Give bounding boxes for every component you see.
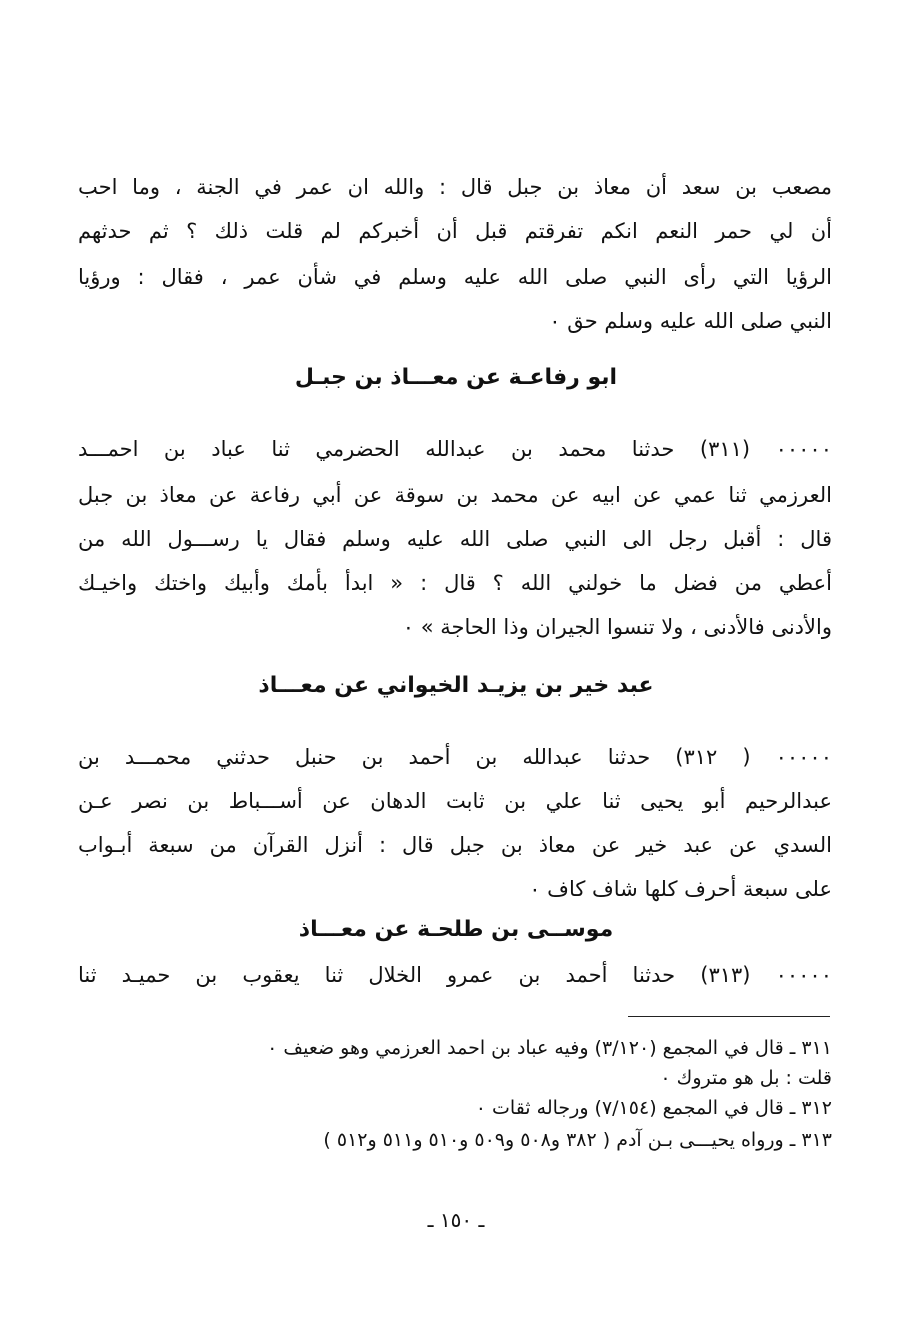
- hadith-312-line-1: ٠٠٠٠٠ ( ٣١٢) حدثنا عبدالله بن أحمد بن حنبل حدثني محمـــد بن: [78, 745, 832, 769]
- body-line-3: الرؤيا التي رأى النبي صلى الله عليه وسلم في شأن عمر ، فقال : ورؤيا: [78, 265, 832, 289]
- footnote-312: ٣١٢ ـ قال في المجمع (٧/١٥٤) ورجاله ثقات ٠: [475, 1097, 832, 1119]
- hadith-311-line-1: ٠٠٠٠٠ (٣١١) حدثنا محمد بن عبدالله الحضرمي ثنا عباد بن احمـــد: [78, 437, 832, 461]
- hadith-311-line-4: أعطي من فضل ما خولني الله ؟ قال : « ابدأ بأمك وأبيك واختك واخيـك: [78, 571, 832, 595]
- section-heading-abu-rifaa: ابو رفاعـة عن معـــاذ بن جبـل: [294, 365, 618, 390]
- body-line-2: أن لي حمر النعم انكم تفرقتم قبل أن أخبركم لم قلت ذلك ؟ ثم حدثهم: [78, 219, 832, 243]
- hadith-311-line-2: العرزمي ثنا عمي عن ابيه عن محمد بن سوقة عن أبي رفاعة عن معاذ بن جبل: [78, 483, 832, 507]
- footnote-311-note: قلت : بل هو متروك ٠: [660, 1067, 832, 1089]
- hadith-312-line-3: السدي عن عبد خير عن معاذ بن جبل قال : أنزل القرآن من سبعة أبـواب: [78, 833, 832, 857]
- hadith-311-line-5: والأدنى فالأدنى ، ولا تنسوا الجيران وذا الحاجة » ٠: [402, 615, 832, 639]
- footnote-divider: [628, 1016, 830, 1017]
- hadith-312-line-2: عبدالرحيم أبو يحيى ثنا علي بن ثابت الدهان عن أســـباط بن نصر عـن: [78, 789, 832, 813]
- footnote-313: ٣١٣ ـ ورواه يحيـــى بـن آدم ( ٣٨٢ و٥٠٨ و٥٠٩ و٥١٠ و٥١١ و٥١٢ ): [323, 1129, 832, 1151]
- page-number: ـ ١٥٠ ـ: [427, 1208, 485, 1232]
- hadith-312-line-4: على سبعة أحرف كلها شاف كاف ٠: [529, 877, 832, 901]
- body-line-1: مصعب بن سعد أن معاذ بن جبل قال : والله ان عمر في الجنة ، وما احب: [78, 175, 832, 199]
- section-heading-musa: موســى بن طلحـة عن معـــاذ: [298, 917, 614, 942]
- hadith-311-line-3: قال : أقبل رجل الى النبي صلى الله عليه وسلم فقال يا رســـول الله من: [78, 527, 832, 551]
- body-line-4: النبي صلى الله عليه وسلم حق ٠: [549, 309, 832, 333]
- footnote-311: ٣١١ ـ قال في المجمع (٣/١٢٠) وفيه عباد بن احمد العرزمي وهو ضعيف ٠: [267, 1037, 832, 1059]
- section-heading-abd-khair: عبد خير بن يزيـد الخيواني عن معـــاذ: [258, 673, 654, 698]
- hadith-313-line-1: ٠٠٠٠٠ (٣١٣) حدثنا أحمد بن عمرو الخلال ثنا يعقوب بن حميـد ثنا: [78, 963, 832, 987]
